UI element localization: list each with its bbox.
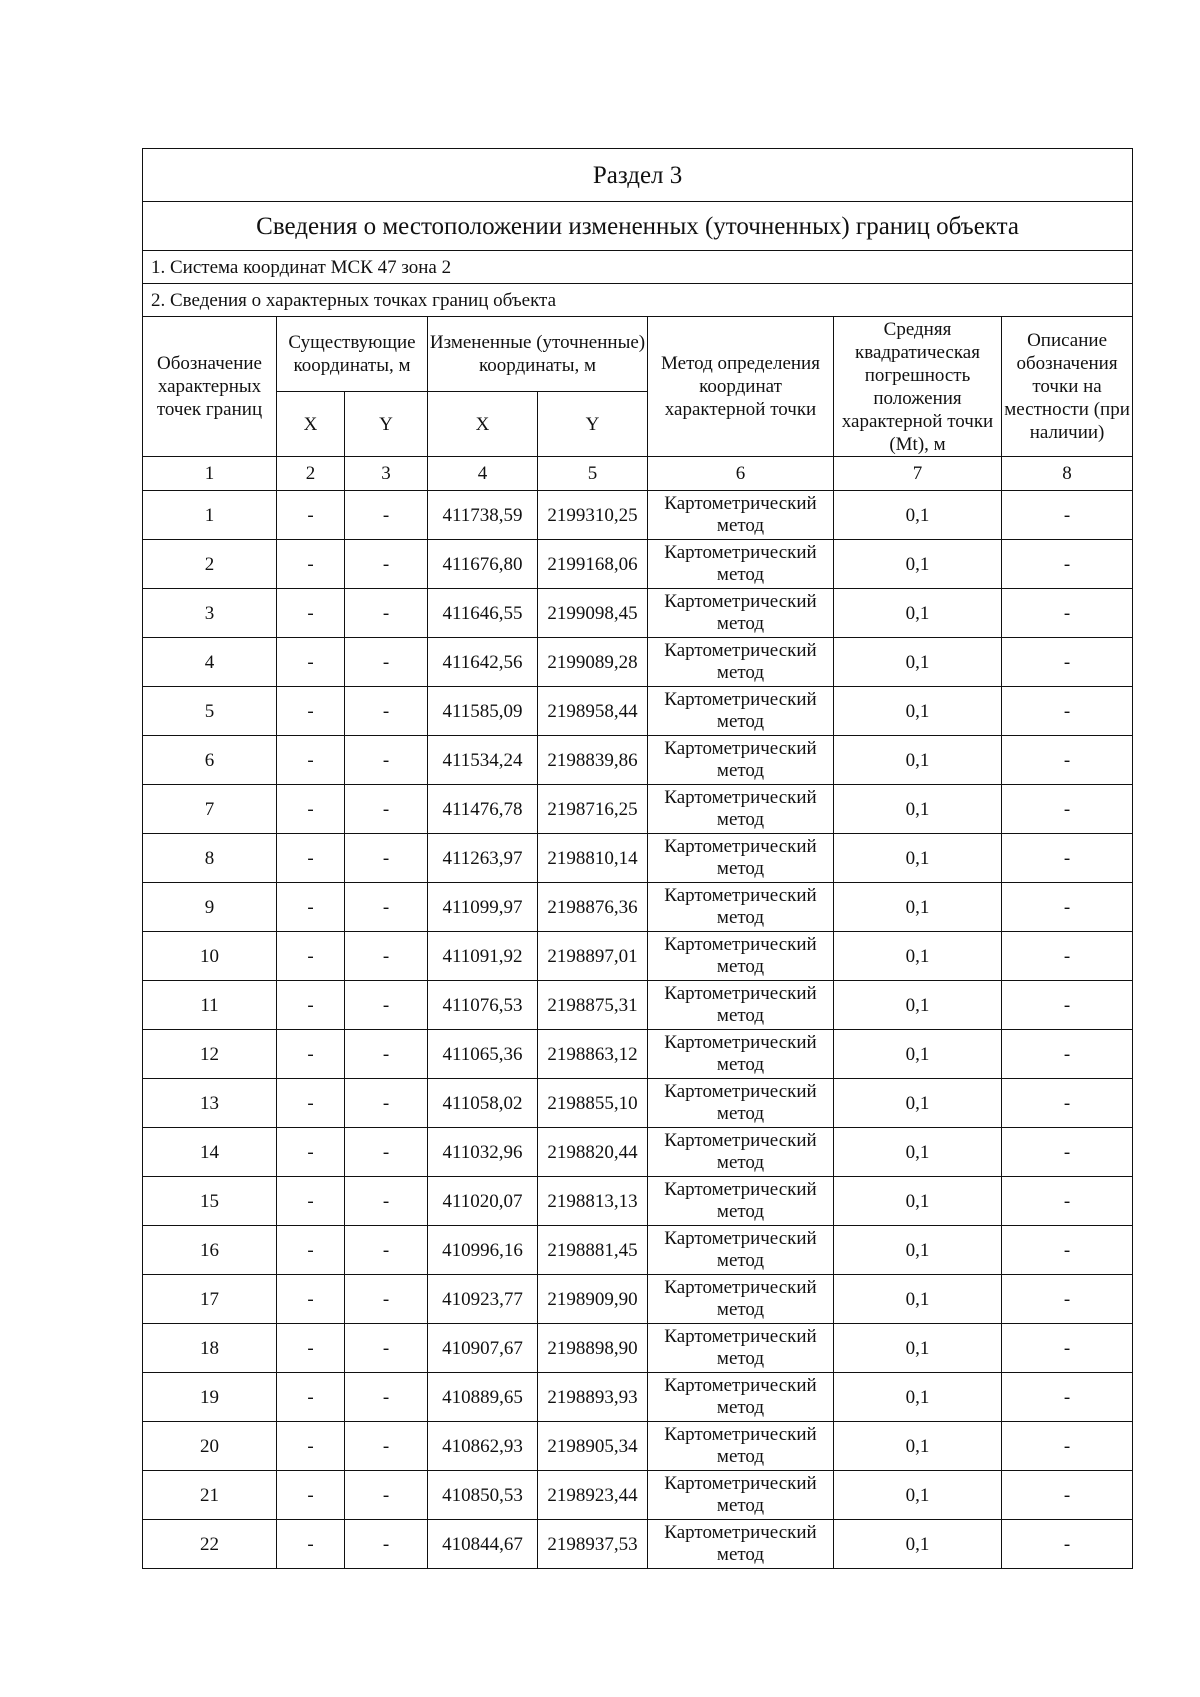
cell-changed-y: 2198876,36 (538, 883, 648, 932)
cell-description: - (1002, 1422, 1133, 1471)
cell-accuracy: 0,1 (834, 1128, 1002, 1177)
cell-changed-x: 411058,02 (428, 1079, 538, 1128)
cell-accuracy: 0,1 (834, 1373, 1002, 1422)
cell-point-number: 5 (143, 687, 277, 736)
cell-accuracy: 0,1 (834, 1471, 1002, 1520)
cell-method: Картометрический метод (648, 1128, 834, 1177)
table-row (143, 1422, 1133, 1471)
cell-existing-x: - (277, 491, 345, 540)
column-number: 1 (143, 457, 277, 491)
cell-changed-x: 411642,56 (428, 638, 538, 687)
cell-point-number: 17 (143, 1275, 277, 1324)
cell-existing-y: - (345, 589, 428, 638)
cell-changed-x: 410923,77 (428, 1275, 538, 1324)
cell-changed-x: 410862,93 (428, 1422, 538, 1471)
table-row (143, 1324, 1133, 1373)
header-changed-x: X (428, 392, 538, 457)
cell-existing-y: - (345, 834, 428, 883)
cell-changed-x: 411585,09 (428, 687, 538, 736)
cell-changed-x: 410889,65 (428, 1373, 538, 1422)
cell-accuracy: 0,1 (834, 883, 1002, 932)
cell-existing-x: - (277, 1324, 345, 1373)
cell-changed-y: 2198813,13 (538, 1177, 648, 1226)
cell-point-number: 16 (143, 1226, 277, 1275)
cell-method: Картометрический метод (648, 1177, 834, 1226)
cell-point-number: 3 (143, 589, 277, 638)
cell-existing-x: - (277, 834, 345, 883)
cell-existing-x: - (277, 1079, 345, 1128)
cell-changed-y: 2198881,45 (538, 1226, 648, 1275)
table-row (143, 589, 1133, 638)
points-title-line: 2. Сведения о характерных точках границ объекта (143, 284, 1133, 317)
cell-existing-y: - (345, 687, 428, 736)
table-row (143, 932, 1133, 981)
cell-existing-x: - (277, 883, 345, 932)
cell-existing-y: - (345, 1324, 428, 1373)
cell-existing-x: - (277, 1471, 345, 1520)
cell-existing-x: - (277, 981, 345, 1030)
cell-changed-y: 2198863,12 (538, 1030, 648, 1079)
cell-description: - (1002, 1520, 1133, 1569)
table-row (143, 1471, 1133, 1520)
cell-description: - (1002, 1275, 1133, 1324)
cell-accuracy: 0,1 (834, 1520, 1002, 1569)
cell-point-number: 9 (143, 883, 277, 932)
cell-point-number: 11 (143, 981, 277, 1030)
cell-changed-y: 2198923,44 (538, 1471, 648, 1520)
cell-accuracy: 0,1 (834, 736, 1002, 785)
cell-changed-x: 411076,53 (428, 981, 538, 1030)
table-row (143, 981, 1133, 1030)
cell-accuracy: 0,1 (834, 1030, 1002, 1079)
cell-description: - (1002, 1324, 1133, 1373)
cell-description: - (1002, 785, 1133, 834)
cell-point-number: 13 (143, 1079, 277, 1128)
table-row (143, 687, 1133, 736)
cell-method: Картометрический метод (648, 1422, 834, 1471)
header-changed-coords: Измененные (уточненные) координаты, м (428, 317, 648, 392)
cell-description: - (1002, 1079, 1133, 1128)
cell-existing-x: - (277, 1275, 345, 1324)
cell-method: Картометрический метод (648, 785, 834, 834)
table-row (143, 1226, 1133, 1275)
cell-existing-y: - (345, 1177, 428, 1226)
table-row (143, 638, 1133, 687)
cell-changed-x: 411676,80 (428, 540, 538, 589)
cell-existing-x: - (277, 785, 345, 834)
cell-existing-y: - (345, 491, 428, 540)
cell-method: Картометрический метод (648, 1226, 834, 1275)
cell-existing-x: - (277, 1030, 345, 1079)
cell-changed-x: 411476,78 (428, 785, 538, 834)
table-row (143, 1520, 1133, 1569)
column-number: 2 (277, 457, 345, 491)
cell-existing-x: - (277, 589, 345, 638)
table-row (143, 491, 1133, 540)
cell-point-number: 6 (143, 736, 277, 785)
table-row (143, 1177, 1133, 1226)
cell-point-number: 21 (143, 1471, 277, 1520)
header-changed-y: Y (538, 392, 648, 457)
cell-accuracy: 0,1 (834, 981, 1002, 1030)
cell-changed-y: 2198898,90 (538, 1324, 648, 1373)
cell-point-number: 20 (143, 1422, 277, 1471)
cell-existing-y: - (345, 981, 428, 1030)
cell-changed-y: 2199168,06 (538, 540, 648, 589)
cell-method: Картометрический метод (648, 589, 834, 638)
cell-existing-x: - (277, 932, 345, 981)
cell-accuracy: 0,1 (834, 589, 1002, 638)
cell-existing-y: - (345, 1030, 428, 1079)
cell-changed-x: 411032,96 (428, 1128, 538, 1177)
cell-description: - (1002, 589, 1133, 638)
header-accuracy: Средняя квадратическая погрешность положения характерной точки (Mt), м (834, 317, 1002, 457)
cell-description: - (1002, 932, 1133, 981)
cell-existing-y: - (345, 540, 428, 589)
cell-method: Картометрический метод (648, 1520, 834, 1569)
table-row (143, 1079, 1133, 1128)
cell-method: Картометрический метод (648, 883, 834, 932)
column-number: 5 (538, 457, 648, 491)
cell-description: - (1002, 540, 1133, 589)
cell-changed-x: 411065,36 (428, 1030, 538, 1079)
cell-method: Картометрический метод (648, 540, 834, 589)
cell-existing-y: - (345, 883, 428, 932)
cell-method: Картометрический метод (648, 1275, 834, 1324)
cell-changed-y: 2198958,44 (538, 687, 648, 736)
cell-description: - (1002, 638, 1133, 687)
cell-description: - (1002, 1226, 1133, 1275)
cell-changed-x: 411738,59 (428, 491, 538, 540)
cell-description: - (1002, 1030, 1133, 1079)
cell-changed-y: 2198909,90 (538, 1275, 648, 1324)
header-existing-y: Y (345, 392, 428, 457)
cell-existing-y: - (345, 1471, 428, 1520)
table-row (143, 1128, 1133, 1177)
cell-changed-x: 411534,24 (428, 736, 538, 785)
cell-existing-y: - (345, 1226, 428, 1275)
cell-existing-y: - (345, 1422, 428, 1471)
cell-method: Картометрический метод (648, 932, 834, 981)
cell-description: - (1002, 1177, 1133, 1226)
cell-point-number: 4 (143, 638, 277, 687)
column-number: 7 (834, 457, 1002, 491)
table-row (143, 1275, 1133, 1324)
coord-system-line: 1. Система координат МСК 47 зона 2 (143, 251, 1133, 284)
cell-changed-x: 411263,97 (428, 834, 538, 883)
cell-description: - (1002, 736, 1133, 785)
cell-existing-x: - (277, 638, 345, 687)
cell-accuracy: 0,1 (834, 491, 1002, 540)
cell-method: Картометрический метод (648, 1471, 834, 1520)
cell-description: - (1002, 883, 1133, 932)
cell-point-number: 14 (143, 1128, 277, 1177)
header-designation: Обозначение характерных точек границ (143, 317, 277, 457)
cell-point-number: 10 (143, 932, 277, 981)
cell-changed-y: 2199098,45 (538, 589, 648, 638)
cell-changed-y: 2198810,14 (538, 834, 648, 883)
section-title: Раздел 3 (143, 149, 1133, 202)
column-number: 8 (1002, 457, 1133, 491)
cell-changed-y: 2199089,28 (538, 638, 648, 687)
cell-point-number: 18 (143, 1324, 277, 1373)
cell-accuracy: 0,1 (834, 785, 1002, 834)
cell-changed-x: 410844,67 (428, 1520, 538, 1569)
cell-changed-y: 2198820,44 (538, 1128, 648, 1177)
table-row (143, 1373, 1133, 1422)
cell-existing-y: - (345, 1520, 428, 1569)
cell-changed-y: 2199310,25 (538, 491, 648, 540)
cell-point-number: 22 (143, 1520, 277, 1569)
cell-method: Картометрический метод (648, 638, 834, 687)
document-heading: Сведения о местоположении измененных (уточненных) границ объекта (143, 202, 1133, 251)
cell-accuracy: 0,1 (834, 1226, 1002, 1275)
cell-method: Картометрический метод (648, 1324, 834, 1373)
cell-point-number: 19 (143, 1373, 277, 1422)
cell-method: Картометрический метод (648, 834, 834, 883)
header-description: Описание обозначения точки на местности (при наличии) (1002, 317, 1133, 457)
cell-accuracy: 0,1 (834, 834, 1002, 883)
cell-changed-y: 2198875,31 (538, 981, 648, 1030)
cell-existing-x: - (277, 540, 345, 589)
cell-description: - (1002, 491, 1133, 540)
cell-accuracy: 0,1 (834, 687, 1002, 736)
cell-existing-y: - (345, 1128, 428, 1177)
cell-existing-x: - (277, 1422, 345, 1471)
cell-existing-x: - (277, 1128, 345, 1177)
cell-description: - (1002, 687, 1133, 736)
cell-description: - (1002, 834, 1133, 883)
table-row (143, 1030, 1133, 1079)
cell-changed-y: 2198937,53 (538, 1520, 648, 1569)
cell-method: Картометрический метод (648, 687, 834, 736)
cell-changed-y: 2198855,10 (538, 1079, 648, 1128)
cell-existing-y: - (345, 932, 428, 981)
cell-changed-y: 2198905,34 (538, 1422, 648, 1471)
cell-existing-y: - (345, 1275, 428, 1324)
cell-accuracy: 0,1 (834, 540, 1002, 589)
table-row (143, 883, 1133, 932)
cell-accuracy: 0,1 (834, 1422, 1002, 1471)
cell-changed-x: 410907,67 (428, 1324, 538, 1373)
cell-point-number: 12 (143, 1030, 277, 1079)
cell-changed-x: 410850,53 (428, 1471, 538, 1520)
cell-description: - (1002, 1471, 1133, 1520)
header-existing-coords: Существующие координаты, м (277, 317, 428, 392)
cell-existing-x: - (277, 1226, 345, 1275)
cell-changed-y: 2198893,93 (538, 1373, 648, 1422)
header-method: Метод определения координат характерной точки (648, 317, 834, 457)
header-existing-x: X (277, 392, 345, 457)
cell-point-number: 15 (143, 1177, 277, 1226)
cell-changed-x: 411091,92 (428, 932, 538, 981)
cell-point-number: 8 (143, 834, 277, 883)
cell-existing-x: - (277, 1373, 345, 1422)
cell-accuracy: 0,1 (834, 1079, 1002, 1128)
table-row (143, 736, 1133, 785)
cell-method: Картометрический метод (648, 1373, 834, 1422)
data-rows (143, 491, 1133, 1569)
cell-existing-x: - (277, 1520, 345, 1569)
cell-existing-y: - (345, 638, 428, 687)
cell-existing-x: - (277, 1177, 345, 1226)
cell-existing-x: - (277, 687, 345, 736)
cell-method: Картометрический метод (648, 1079, 834, 1128)
cell-changed-y: 2198716,25 (538, 785, 648, 834)
table-row (143, 540, 1133, 589)
cell-accuracy: 0,1 (834, 932, 1002, 981)
cell-point-number: 7 (143, 785, 277, 834)
cell-existing-y: - (345, 1079, 428, 1128)
cell-changed-x: 411020,07 (428, 1177, 538, 1226)
cell-changed-y: 2198839,86 (538, 736, 648, 785)
cell-accuracy: 0,1 (834, 638, 1002, 687)
cell-method: Картометрический метод (648, 491, 834, 540)
cell-changed-x: 411646,55 (428, 589, 538, 638)
cell-accuracy: 0,1 (834, 1275, 1002, 1324)
table-row (143, 834, 1133, 883)
column-number: 4 (428, 457, 538, 491)
cell-changed-x: 410996,16 (428, 1226, 538, 1275)
cell-description: - (1002, 1373, 1133, 1422)
cell-changed-y: 2198897,01 (538, 932, 648, 981)
table-row (143, 785, 1133, 834)
cell-changed-x: 411099,97 (428, 883, 538, 932)
cell-accuracy: 0,1 (834, 1177, 1002, 1226)
boundary-points-table (142, 148, 1133, 1569)
cell-existing-x: - (277, 736, 345, 785)
cell-existing-y: - (345, 785, 428, 834)
cell-existing-y: - (345, 1373, 428, 1422)
column-number: 6 (648, 457, 834, 491)
cell-description: - (1002, 981, 1133, 1030)
cell-description: - (1002, 1128, 1133, 1177)
cell-method: Картометрический метод (648, 981, 834, 1030)
column-number: 3 (345, 457, 428, 491)
cell-point-number: 1 (143, 491, 277, 540)
cell-method: Картометрический метод (648, 1030, 834, 1079)
cell-method: Картометрический метод (648, 736, 834, 785)
cell-point-number: 2 (143, 540, 277, 589)
cell-existing-y: - (345, 736, 428, 785)
cell-accuracy: 0,1 (834, 1324, 1002, 1373)
